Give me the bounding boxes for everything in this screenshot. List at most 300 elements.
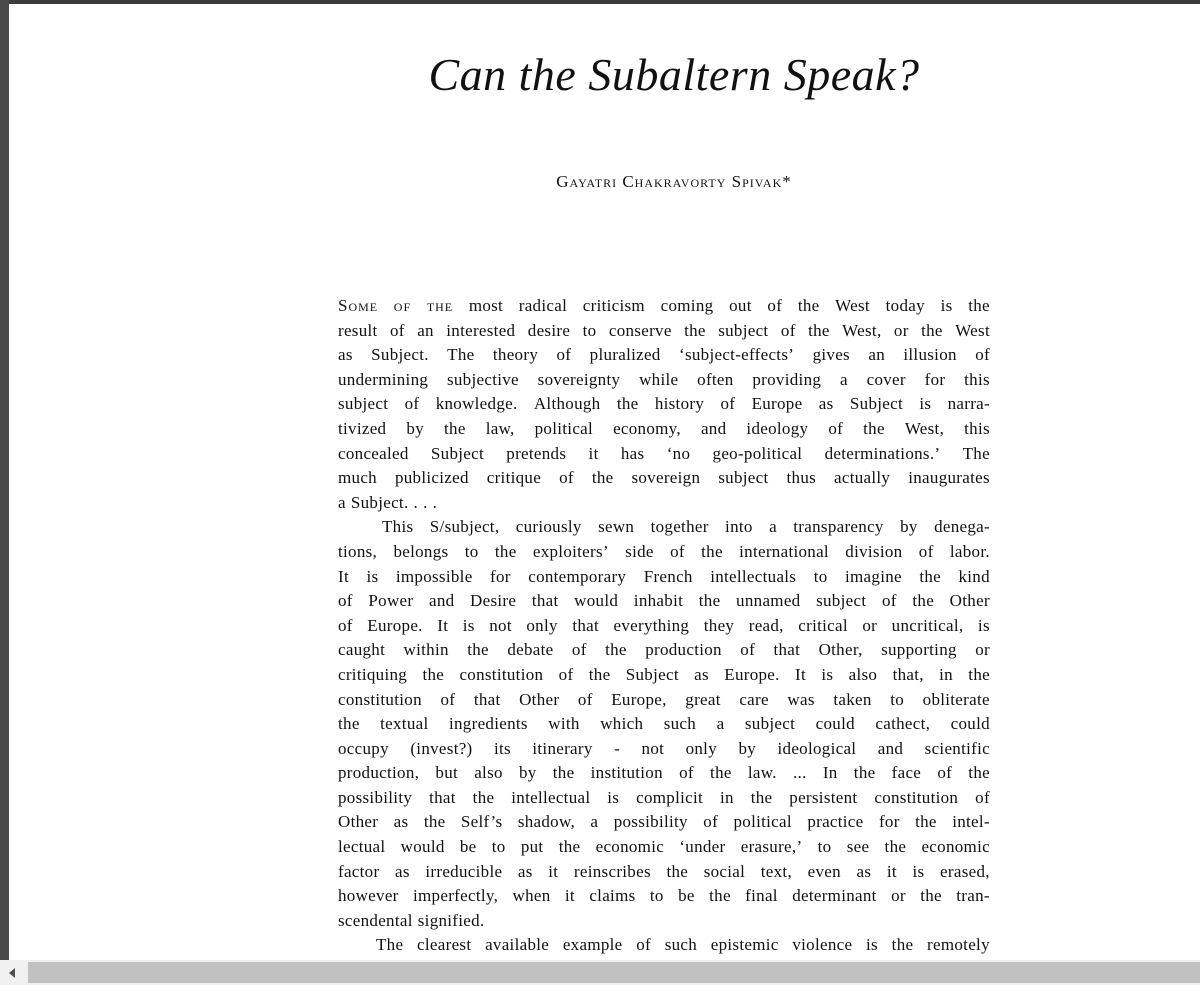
article-body	[338, 294, 990, 958]
text-line	[338, 786, 990, 811]
word: in	[719, 787, 734, 807]
text-line	[338, 638, 990, 663]
word: .	[413, 492, 419, 512]
word: much	[338, 468, 377, 488]
word: the	[968, 763, 990, 783]
word: West	[955, 320, 990, 340]
text-line	[338, 909, 990, 934]
word: is	[977, 615, 990, 635]
word: an	[868, 345, 886, 365]
word: signified.	[417, 910, 485, 930]
word: Europe.	[367, 615, 423, 635]
text-line	[338, 343, 990, 368]
word: West,	[842, 320, 882, 340]
word: face	[891, 763, 922, 783]
word: Other	[519, 689, 560, 709]
word: the	[710, 763, 732, 783]
word: side	[625, 541, 654, 561]
word: the	[968, 664, 990, 684]
word: the	[422, 664, 445, 684]
word: care	[739, 689, 769, 709]
word: the	[698, 591, 721, 611]
word: the	[863, 418, 885, 438]
word: international	[739, 541, 829, 561]
word: the	[472, 787, 495, 807]
word: a	[338, 492, 346, 512]
word: It	[437, 615, 449, 635]
word: of	[679, 763, 694, 783]
word: the	[684, 320, 706, 340]
text-line	[338, 491, 990, 516]
text-line	[338, 442, 990, 467]
word: conserve	[608, 320, 672, 340]
word: is	[366, 566, 379, 586]
word: knowledge.	[435, 394, 518, 414]
word: is	[821, 664, 834, 684]
word: sovereignty	[537, 369, 621, 389]
word: erased,	[940, 861, 990, 881]
word: pluralized	[589, 345, 661, 365]
word: for	[878, 812, 900, 832]
text-line	[338, 663, 990, 688]
word: cathect,	[875, 714, 931, 734]
word: thus	[786, 468, 817, 488]
word: (invest?)	[410, 738, 473, 758]
word: as	[818, 394, 834, 414]
word: production,	[338, 763, 420, 783]
word: possibility	[338, 787, 413, 807]
word: would	[400, 837, 445, 857]
word: critique	[486, 468, 542, 488]
word: ideology	[746, 418, 809, 438]
word: inaugurates	[908, 468, 990, 488]
word: obliterate	[922, 689, 990, 709]
lead-small-caps-word: the	[426, 296, 454, 315]
triangle-left-icon	[9, 968, 15, 978]
word: the	[338, 714, 360, 734]
word: S/subject,	[429, 517, 500, 537]
word: cover	[866, 369, 906, 389]
word: could	[950, 714, 990, 734]
word: constitution	[338, 689, 422, 709]
word: or	[893, 320, 909, 340]
text-line	[338, 688, 990, 713]
word: into	[725, 517, 753, 537]
word: be	[678, 886, 695, 906]
word: when	[512, 886, 551, 906]
word: radical	[518, 296, 568, 315]
word: is	[866, 935, 878, 955]
word: together	[650, 517, 709, 537]
word: its	[493, 738, 511, 758]
word: that	[531, 591, 559, 611]
word: subjective	[446, 369, 519, 389]
word: labor.	[949, 541, 990, 561]
word: .	[423, 492, 428, 512]
word: The	[447, 345, 475, 365]
word: of	[881, 591, 897, 611]
word: a	[716, 714, 725, 734]
word: coming	[660, 296, 714, 315]
word: a	[590, 812, 599, 832]
word: critiquing	[338, 664, 408, 684]
word: violence	[792, 935, 853, 955]
word: institution	[590, 763, 663, 783]
word: Other	[949, 591, 990, 611]
word: the	[884, 837, 907, 857]
word: publicized	[394, 468, 469, 488]
word: an	[417, 320, 434, 340]
word: with	[548, 714, 580, 734]
word: ...	[793, 763, 807, 783]
word: text,	[760, 861, 793, 881]
word: imperfectly,	[413, 886, 499, 906]
word: Other	[338, 812, 379, 832]
text-line	[338, 565, 990, 590]
word: of	[636, 935, 651, 955]
word: of	[767, 296, 783, 315]
article-title: Can the Subaltern Speak?	[428, 49, 920, 100]
word: undermining	[338, 369, 429, 389]
word: illusion	[903, 345, 957, 365]
word: or	[975, 640, 990, 660]
word: that,	[892, 664, 924, 684]
word: the	[552, 763, 575, 783]
word: out	[729, 296, 752, 315]
word: to	[649, 886, 664, 906]
word: sewn	[598, 517, 635, 537]
word: tran-	[956, 886, 990, 906]
word: only	[526, 615, 558, 635]
word: the	[750, 787, 773, 807]
word: impossible	[395, 566, 473, 586]
word: theory	[492, 345, 539, 365]
word: social	[703, 861, 746, 881]
word: the	[701, 541, 723, 561]
word: epistemic	[710, 935, 779, 955]
word: the	[558, 837, 581, 857]
text-line	[338, 417, 990, 442]
word: constitution	[874, 787, 959, 807]
word: such	[664, 935, 698, 955]
word: providing	[752, 369, 822, 389]
word: Although	[533, 394, 601, 414]
word: of	[556, 345, 572, 365]
word: see	[846, 837, 870, 857]
word: production	[645, 640, 722, 660]
word: Subject	[430, 443, 485, 463]
word: the	[616, 394, 639, 414]
word: erasure,’	[740, 837, 803, 857]
word: Other,	[818, 640, 863, 660]
text-line	[338, 614, 990, 639]
word: example	[562, 935, 623, 955]
word: as	[393, 812, 409, 832]
word: subject	[744, 714, 796, 734]
word: ideological	[777, 738, 857, 758]
scroll-left-button[interactable]	[0, 960, 24, 985]
word: practice	[807, 812, 864, 832]
word: to	[491, 837, 506, 857]
word: determinations.’	[824, 443, 941, 463]
text-line	[338, 761, 990, 786]
word: economic	[595, 837, 665, 857]
word: determinant	[792, 886, 877, 906]
word: ingredients	[448, 714, 528, 734]
word: Self’s	[460, 812, 503, 832]
text-line	[338, 810, 990, 835]
word: would	[574, 591, 619, 611]
word: is	[919, 394, 932, 414]
word: while	[639, 369, 679, 389]
word: for	[924, 369, 946, 389]
word: of	[390, 320, 405, 340]
word: the	[591, 468, 614, 488]
word: by	[518, 763, 537, 783]
word: of	[558, 664, 574, 684]
word: of	[559, 468, 574, 488]
word: intel-	[952, 812, 990, 832]
document-page	[9, 4, 1200, 960]
word: shadow,	[517, 812, 575, 832]
word: West	[835, 296, 870, 315]
word: irreducible	[425, 861, 503, 881]
word: It	[795, 664, 807, 684]
word: the	[797, 296, 820, 315]
word: even	[807, 861, 841, 881]
word: Subject.	[350, 492, 409, 512]
word: such	[663, 714, 697, 734]
word: the	[588, 664, 611, 684]
word: desire	[527, 320, 571, 340]
word: supporting	[881, 640, 957, 660]
word: by	[406, 418, 424, 438]
word: Power	[368, 591, 414, 611]
word: ‘subject-effects’	[678, 345, 795, 365]
word: of	[975, 787, 990, 807]
word: economic	[921, 837, 990, 857]
word: In	[822, 763, 838, 783]
word: exploiters’	[532, 541, 609, 561]
word: however	[338, 886, 399, 906]
word: read,	[748, 615, 784, 635]
word: intellectuals	[710, 566, 797, 586]
word: as	[517, 861, 533, 881]
word: for	[490, 566, 511, 586]
text-line	[338, 933, 990, 958]
word: this	[964, 418, 990, 438]
word: Desire	[470, 591, 517, 611]
word: pretends	[506, 443, 567, 463]
text-line	[338, 515, 990, 540]
word: of	[703, 812, 719, 832]
word: the	[853, 763, 876, 783]
word: a	[769, 517, 777, 537]
word: belongs	[393, 541, 449, 561]
word: Europe	[751, 394, 803, 414]
lead-small-caps-word: Some	[338, 296, 379, 315]
word: occupy	[338, 738, 389, 758]
word: debate	[507, 640, 554, 660]
word: constitution	[459, 664, 544, 684]
word: it	[886, 861, 897, 881]
word: Subject	[625, 664, 679, 684]
word: the	[921, 320, 943, 340]
word: and	[428, 591, 455, 611]
scrollbar-thumb[interactable]	[28, 962, 1200, 983]
word: the	[912, 591, 935, 611]
word: to	[464, 541, 479, 561]
lead-small-caps-word: of	[393, 296, 412, 315]
word: textual	[380, 714, 429, 734]
word: final	[745, 886, 778, 906]
word: Europe,	[611, 689, 667, 709]
word: geo-political	[712, 443, 803, 463]
word: tivized	[338, 418, 387, 438]
text-line	[338, 466, 990, 491]
text-line	[338, 319, 990, 344]
word: Europe.	[724, 664, 780, 684]
word: intellectual	[511, 787, 591, 807]
word: political	[733, 812, 792, 832]
word: often	[697, 369, 734, 389]
word: reinscribes	[573, 861, 651, 881]
word: a	[839, 369, 848, 389]
word: of	[404, 394, 420, 414]
text-line	[338, 737, 990, 762]
word: within	[403, 640, 449, 660]
word: of	[670, 541, 685, 561]
word: The	[376, 935, 404, 955]
word: subject	[718, 320, 769, 340]
word: The	[962, 443, 990, 463]
word: clearest	[417, 935, 472, 955]
word: or	[862, 615, 878, 635]
word: they	[703, 615, 735, 635]
word: lectual	[338, 837, 386, 857]
word: scientific	[924, 738, 990, 758]
word: of	[937, 763, 953, 783]
word: could	[815, 714, 855, 734]
word: of	[918, 541, 934, 561]
word: to	[582, 320, 597, 340]
word: most	[468, 296, 504, 315]
text-line	[338, 884, 990, 909]
word: .	[432, 492, 438, 512]
word: subject	[816, 591, 867, 611]
text-line	[338, 540, 990, 565]
word: gives	[812, 345, 850, 365]
word: contemporary	[528, 566, 627, 586]
word: the	[920, 886, 942, 906]
word: uncritical,	[891, 615, 964, 635]
word: It	[338, 566, 349, 586]
word: also	[848, 664, 878, 684]
word: French	[643, 566, 693, 586]
word: critical	[798, 615, 848, 635]
word: by	[738, 738, 757, 758]
word: result	[338, 320, 378, 340]
word: economy,	[613, 418, 681, 438]
word: the	[919, 566, 942, 586]
word: interested	[446, 320, 516, 340]
word: actually	[834, 468, 891, 488]
word: history	[654, 394, 705, 414]
word: to	[817, 837, 832, 857]
word: caught	[338, 640, 386, 660]
word: it	[548, 861, 559, 881]
author-name: Gayatri Chakravorty Spivak*	[556, 172, 792, 191]
word: is	[940, 296, 953, 315]
word: the	[494, 541, 517, 561]
word: it	[588, 443, 599, 463]
word: remotely	[927, 935, 990, 955]
word: of	[338, 591, 353, 611]
word: was	[787, 689, 815, 709]
text-line	[338, 712, 990, 737]
word: sovereign	[631, 468, 701, 488]
word: of	[577, 689, 593, 709]
viewer-left-border	[0, 0, 9, 960]
word: political	[534, 418, 594, 438]
word: be	[459, 837, 477, 857]
word: narra-	[947, 394, 990, 414]
word: -	[614, 738, 621, 758]
word: division	[845, 541, 903, 561]
word: ‘under	[679, 837, 726, 857]
word: not	[641, 738, 665, 758]
word: available	[485, 935, 550, 955]
word: persistent	[789, 787, 858, 807]
word: that	[429, 787, 456, 807]
word: only	[685, 738, 718, 758]
word: has	[620, 443, 645, 463]
word: that	[473, 689, 501, 709]
word: This	[382, 517, 414, 537]
word: kind	[958, 566, 990, 586]
word: it	[564, 886, 575, 906]
word: the	[666, 861, 689, 881]
word: subject	[338, 394, 389, 414]
word: concealed	[338, 443, 409, 463]
word: taken	[833, 689, 872, 709]
text-line	[338, 392, 990, 417]
word: this	[964, 369, 990, 389]
word: to	[890, 689, 905, 709]
word: the	[808, 320, 830, 340]
horizontal-scrollbar[interactable]	[0, 960, 1200, 985]
word: of	[740, 640, 756, 660]
word: claims	[589, 886, 636, 906]
word: in	[939, 664, 953, 684]
word: of	[975, 345, 990, 365]
word: curiously	[515, 517, 582, 537]
word: the	[605, 640, 627, 660]
word: is	[462, 615, 475, 635]
word: of	[440, 689, 456, 709]
word: of	[338, 615, 353, 635]
word: as	[856, 861, 872, 881]
word: as	[694, 664, 709, 684]
word: everything	[613, 615, 690, 635]
text-line	[338, 835, 990, 860]
word: criticism	[582, 296, 645, 315]
word: of	[828, 418, 844, 438]
word: as	[395, 861, 410, 881]
word: great	[685, 689, 721, 709]
word: the	[444, 418, 466, 438]
word: that	[773, 640, 801, 660]
